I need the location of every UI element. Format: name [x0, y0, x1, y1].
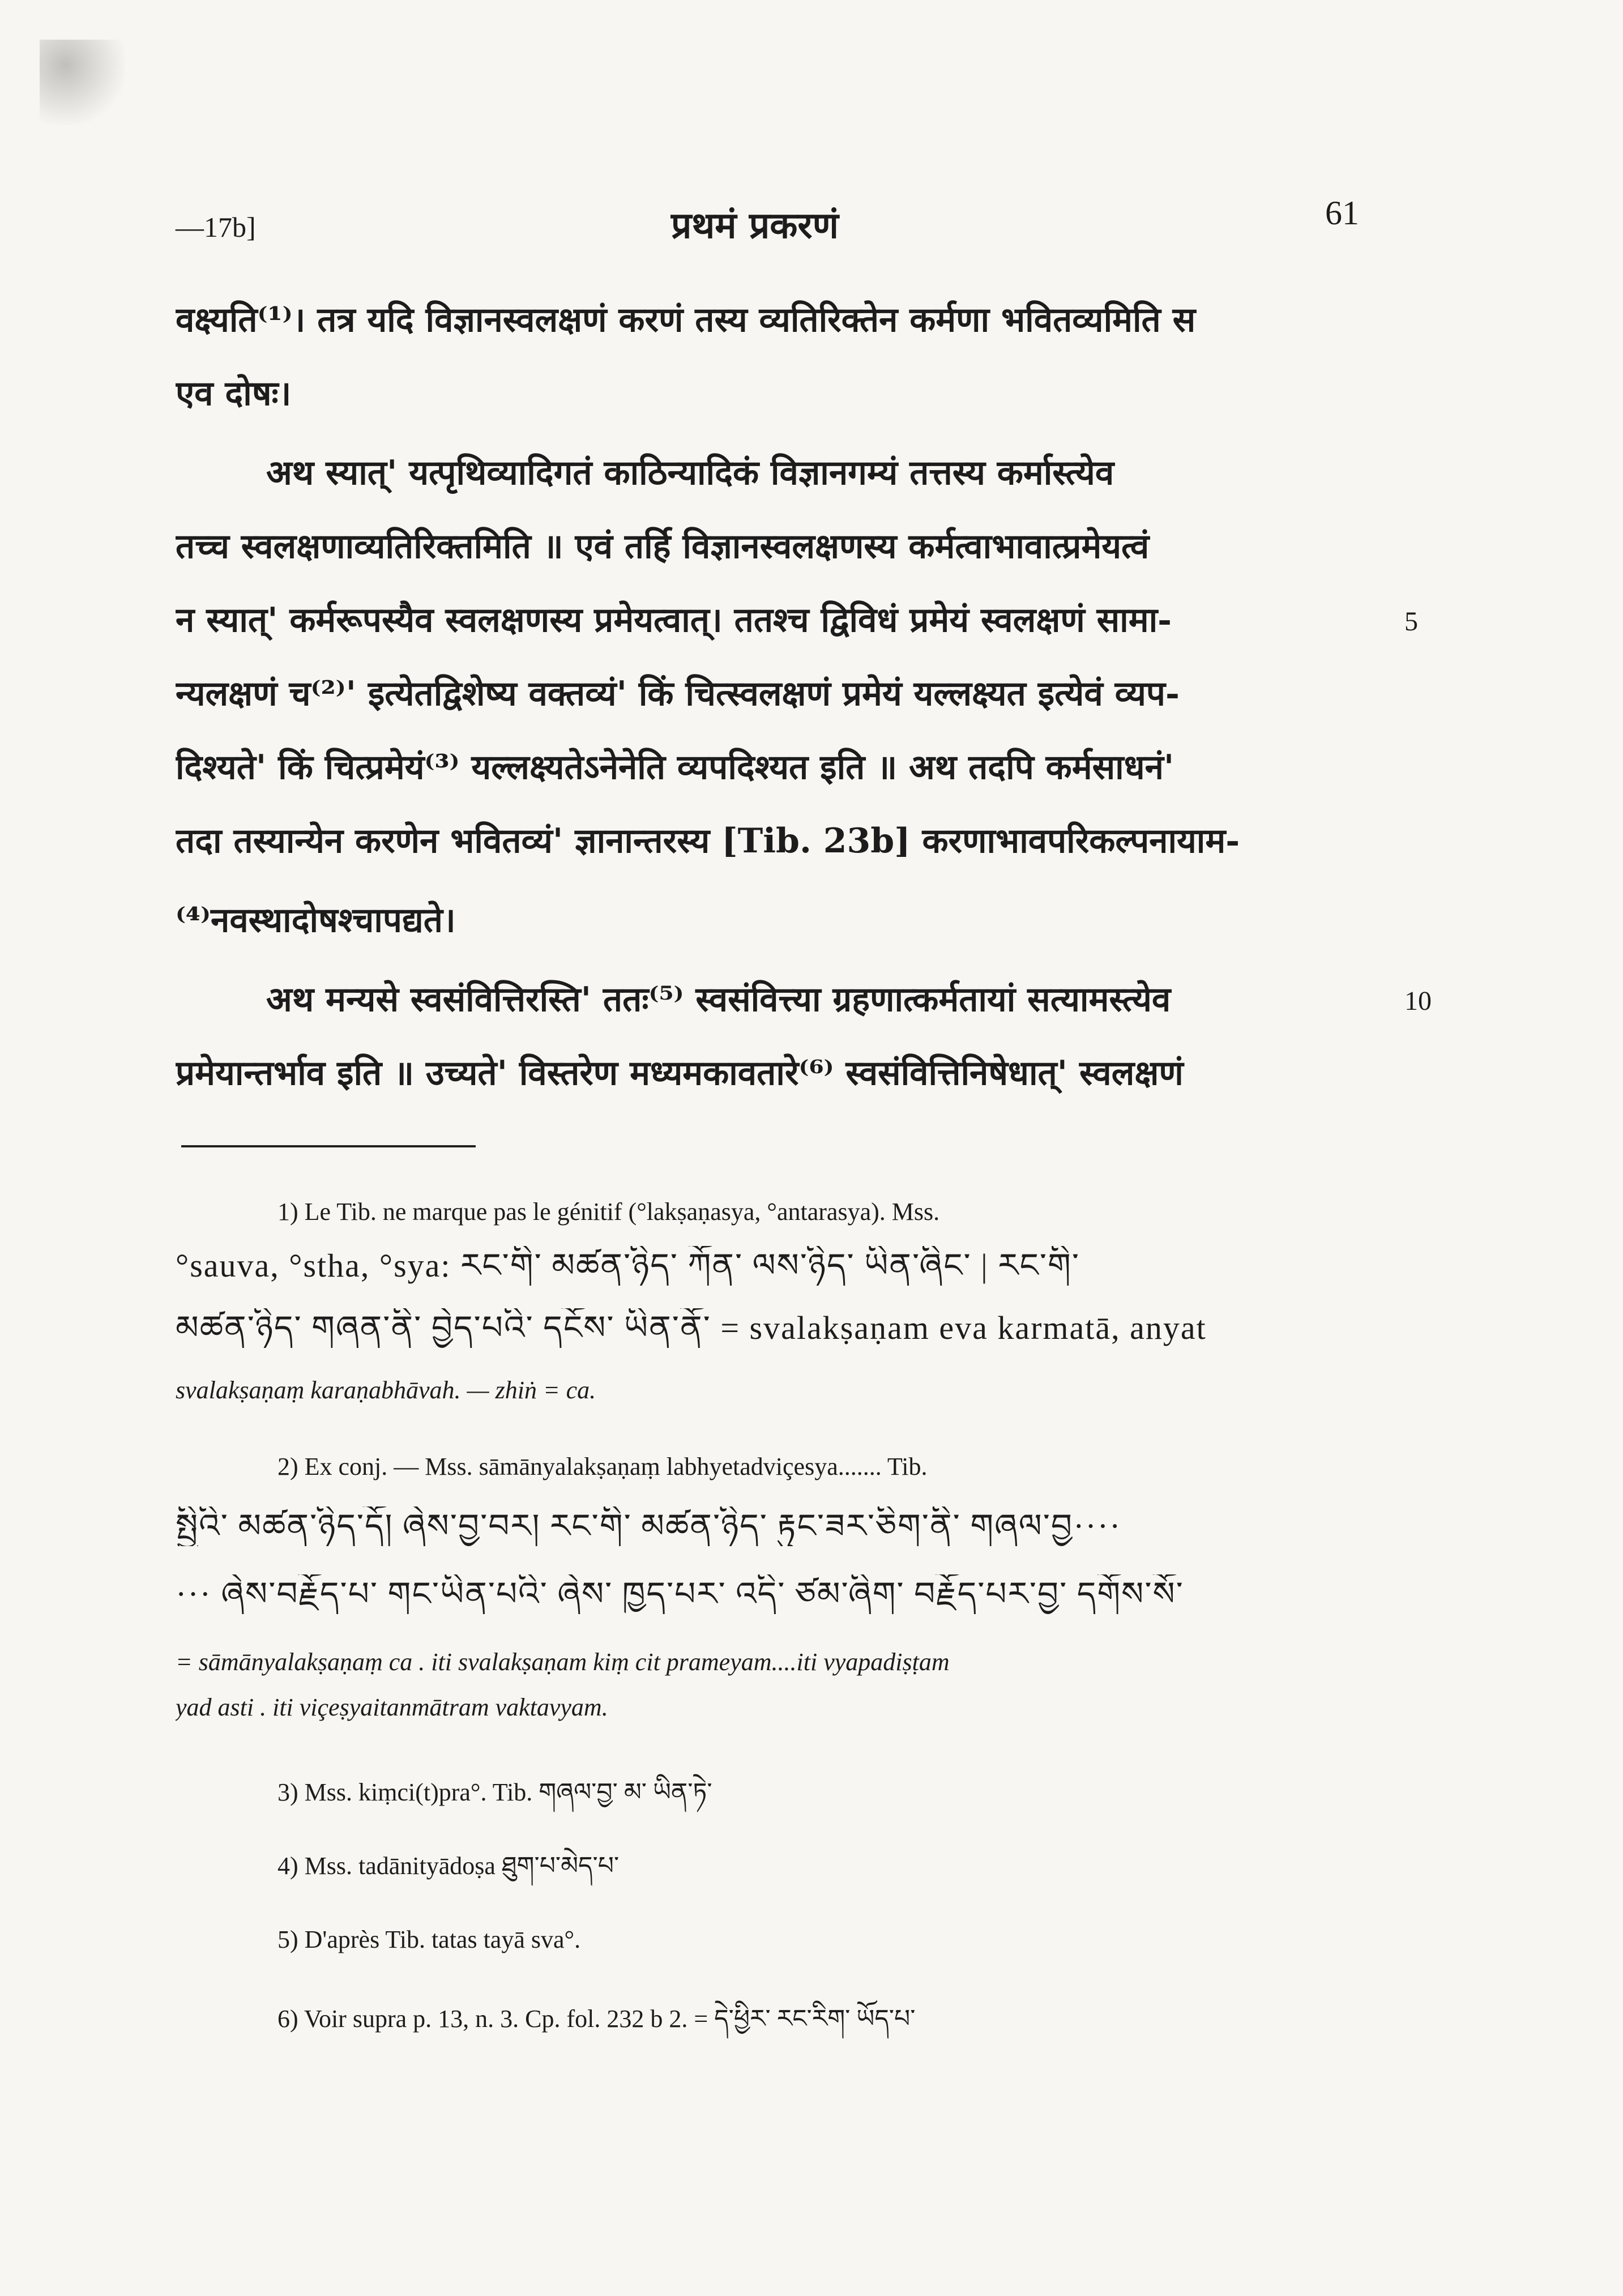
text-line: अथ मन्यसे स्वसंवित्तिरस्ति' ततः⁽⁵⁾ स्वसंवित्त्या ग्रहणात्कर्मतायां सत्यामस्त्येव [266, 980, 1171, 1019]
text-line: वक्ष्यति⁽¹⁾। तत्र यदि विज्ञानस्वलक्षणं करणं तस्य व्यतिरिक्तेन कर्मणा भवितव्यमिति स [176, 300, 1196, 340]
text-line: तदा तस्यान्येन करणेन भवितव्यं' ज्ञानान्तरस्य [Tib. 23b] करणाभावपरिकल्पनायाम- [176, 821, 1240, 861]
page-number: 61 [1325, 194, 1359, 232]
text-line: एव दोषः। [176, 374, 292, 413]
section-reference: —17b] [176, 211, 256, 243]
footnote-line: 6) Voir supra p. 13, n. 3. Cp. fol. 232 b 2. = དེ་ཕྱིར་ རང་རིག་ ཡོད་པ་ [277, 2005, 916, 2033]
running-title: प्रथमं प्रकरणं [671, 204, 839, 247]
text-line: तच्च स्वलक्षणाव्यतिरिक्तमिति ॥ एवं तर्हि विज्ञानस्वलक्षणस्य कर्मत्वाभावात्प्रमेयत्वं [176, 527, 1150, 566]
footnote-line: 3) Mss. kiṃci(t)pra°. Tib. གཞལ་བྱ་ མ་ ཡིན་ཏེ་ [277, 1778, 712, 1806]
line-number-10: 10 [1404, 986, 1432, 1016]
line-number-5: 5 [1404, 607, 1418, 637]
footnote-line: yad asti . iti viçeṣyaitanmātram vaktavyam. [176, 1693, 608, 1721]
footnote-divider [181, 1145, 476, 1147]
text-line: न्यलक्षणं च⁽²⁾' इत्येतद्विशेष्य वक्तव्यं' किं चित्स्वलक्षणं प्रमेयं यल्लक्ष्यत इत्येवं व्यप- [176, 674, 1180, 714]
footnote-line: 5) D'après Tib. tatas tayā sva°. [277, 1926, 581, 1953]
text-line: प्रमेयान्तर्भाव इति ॥ उच्यते' विस्तरेण मध्यमकावतारे⁽⁶⁾ स्वसंवित्तिनिषेधात्' स्वलक्षणं [176, 1053, 1184, 1093]
text-line: दिश्यते' किं चित्प्रमेयं⁽³⁾ यल्लक्ष्यतेऽनेनेति व्यपदिश्यत इति ॥ अथ तदपि कर्मसाधनं' [176, 748, 1174, 787]
scan-smudge [40, 40, 125, 125]
footnote-line: svalakṣaṇaṃ karaṇabhāvah. — zhiṅ = ca. [176, 1376, 596, 1404]
footnote-line: = sāmānyalakṣaṇaṃ ca . iti svalakṣaṇam kiṃ cit prameyam....iti vyapadiṣṭam [176, 1648, 950, 1676]
footnote-line: མཚན་ཉིད་ གཞན་ནི་ བྱེད་པའི་ དངོས་ ཡིན་ནོ་ = svalakṣaṇam eva karmatā, anyat [176, 1309, 1207, 1346]
footnote-line: 1) Le Tib. ne marque pas le génitif (°lakṣaṇasya, °antarasya). Mss. [277, 1198, 940, 1226]
footnote-line: སྤྱིའི་ མཚན་ཉིད་དོ། ཞེས་བྱ་བར། རང་གི་ མཚན་ཉིད་ རྟུང་ཟར་ཅིག་ནི་ གཞལ་བྱ···· [176, 1508, 1122, 1544]
text-line: अथ स्यात्' यत्पृथिव्यादिगतं काठिन्यादिकं विज्ञानगम्यं तत्तस्य कर्मास्त्येव [266, 453, 1114, 493]
footnote-line: 4) Mss. tadānityādoṣa ཐུག་པ་མེད་པ་ [277, 1852, 620, 1880]
text-line: ⁽⁴⁾नवस्थादोषश्चापद्यते। [176, 901, 456, 940]
footnote-line: 2) Ex conj. — Mss. sāmānyalakṣaṇaṃ labhyetadviçesya....... Tib. [277, 1453, 928, 1480]
footnote-line: °sauva, °stha, °sya: རང་གི་ མཚན་ཉིད་ ཀོན་ ལས་ཉིད་ ཡིན་ཞིང་ | རང་གི་ [176, 1247, 1080, 1284]
text-line: न स्यात्' कर्मरूपस्यैव स्वलक्षणस्य प्रमेयत्वात्। ततश्च द्विविधं प्रमेयं स्वलक्षणं सामा- [176, 600, 1172, 640]
footnote-line: ··· ཞེས་བརྗོད་པ་ གང་ཡིན་པའི་ ཞེས་ ཁྱད་པར་ འདི་ ཙམ་ཞིག་ བརྗོད་པར་བྱ་ དགོས་སོ་ [176, 1576, 1184, 1612]
